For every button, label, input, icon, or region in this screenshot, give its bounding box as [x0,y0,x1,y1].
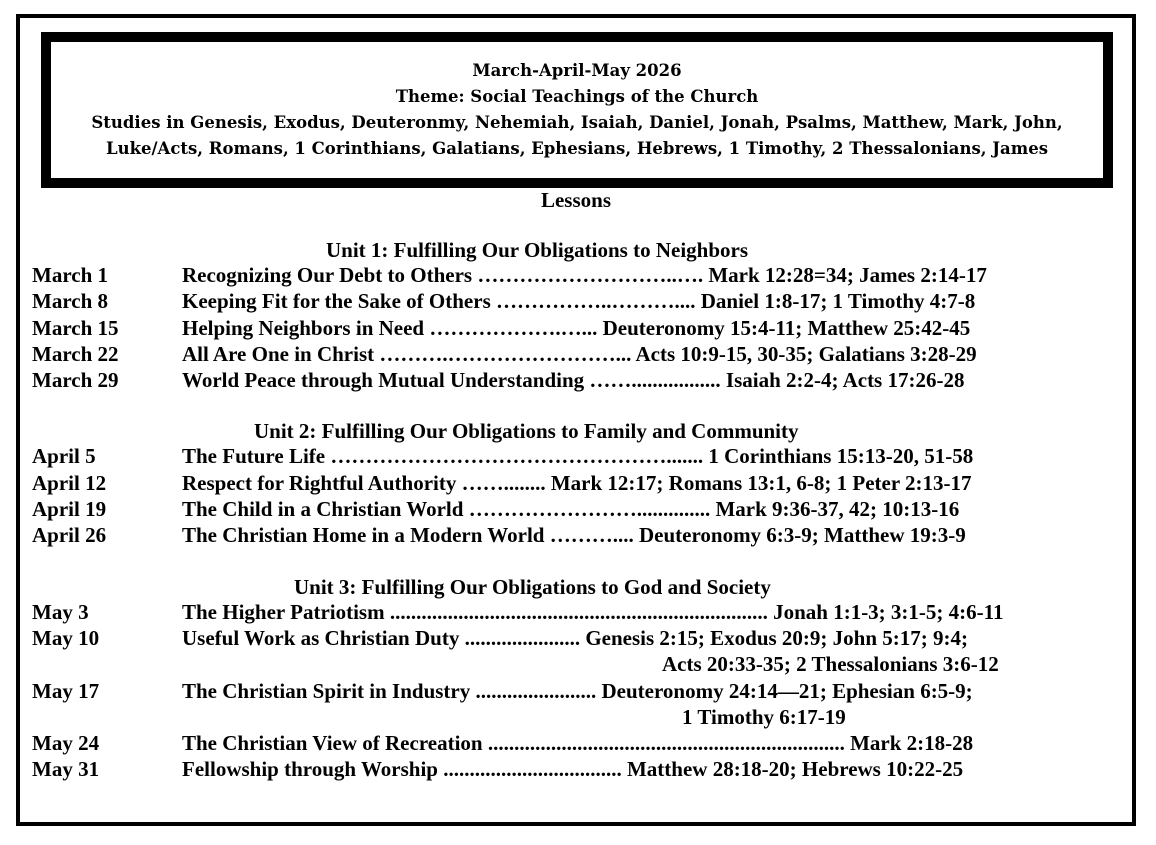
lesson-date: March 8 [32,289,109,314]
header-box [51,42,1103,178]
lesson-row [32,678,1124,731]
page-frame [16,14,1136,826]
lesson-date: March 15 [32,315,119,340]
lesson-title-reference: The Christian View of Recreation .................................................................... Mark 2:18-28 [182,731,974,756]
lesson-title-reference: Respect for Rightful Authority ……........ Mark 12:17; Romans 13:1, 6-8; 1 Peter 2:13-17 [182,470,972,495]
lesson-date: April 12 [32,470,107,495]
lesson-row [32,262,1124,288]
lesson-row [32,367,1124,393]
lesson-date: April 26 [32,523,107,548]
header-banner [41,32,1113,188]
lesson-title-reference: Keeping Fit for the Sake of Others ……………..……….... Daniel 1:8-17; 1 Timothy 4:7-8 [182,289,976,314]
lesson-date: March 29 [32,368,119,393]
lessons-list [32,238,1124,783]
lesson-date: May 31 [32,757,100,782]
unit-2-heading: Unit 2: Fulfilling Our Obligations to Family and Community [254,419,799,444]
lesson-row [32,315,1124,341]
lesson-row [32,470,1124,496]
lesson-row [32,341,1124,367]
lesson-title-reference: Useful Work as Christian Duty ...................... Genesis 2:15; Exodus 20:9; John 5:17; 9:4; [182,625,968,650]
header-studies-line-1: Studies in Genesis, Exodus, Deuteronmy, Nehemiah, Isaiah, Daniel, Jonah, Psalms, Matthew, Mark, John, [91,113,1063,132]
lesson-title-reference: Fellowship through Worship .................................. Matthew 28:18-20; Hebrews 10:22-25 [182,757,964,782]
lesson-date: March 22 [32,341,119,366]
lesson-row [32,522,1124,548]
lesson-date: May 3 [32,599,89,624]
lesson-title-reference: Helping Neighbors in Need ……………….…... Deuteronomy 15:4-11; Matthew 25:42-45 [182,315,971,340]
lesson-title-reference: All Are One in Christ ……….……………………... Acts 10:9-15, 30-35; Galatians 3:28-29 [182,341,977,366]
lesson-date: May 17 [32,678,100,703]
header-theme: Theme: Social Teachings of the Church [395,87,759,106]
lesson-title-reference: Recognizing Our Debt to Others ………………………..…. Mark 12:28=34; James 2:14-17 [182,263,987,287]
header-studies-line-2: Luke/Acts, Romans, 1 Corinthians, Galatians, Ephesians, Hebrews, 1 Timothy, 2 Thessalonians, James [105,139,1048,158]
lesson-date: April 19 [32,497,107,522]
lesson-row [32,288,1124,314]
lesson-date: May 24 [32,731,100,756]
lesson-title-reference: World Peace through Mutual Understanding ……................. Isaiah 2:2-4; Acts 17:26-28 [182,368,965,393]
lesson-row [32,625,1124,678]
lesson-title-reference: The Child in a Christian World …………………….............. Mark 9:36-37, 42; 10:13-16 [182,497,960,522]
lesson-row [32,496,1124,522]
lesson-date: May 10 [32,625,100,650]
lesson-date: April 5 [32,444,96,469]
lesson-reference-continued: 1 Timothy 6:17-19 [682,704,846,729]
spacer [32,393,1124,419]
lesson-reference-continued: Acts 20:33-35; 2 Thessalonians 3:6-12 [662,652,999,677]
lesson-title-reference: The Christian Spirit in Industry ....................... Deuteronomy 24:14—21; Ephesian 6:5-9; [182,678,973,703]
lesson-title-reference: The Future Life …………………………………………....... 1 Corinthians 15:13-20, 51-58 [182,444,974,469]
unit-1-heading: Unit 1: Fulfilling Our Obligations to Neighbors [326,238,748,262]
spacer [32,549,1124,575]
header-dates: March-April-May 2026 [472,61,682,80]
lesson-row [32,599,1124,625]
lesson-row [32,730,1124,756]
lessons-heading: Lessons [540,188,612,212]
lesson-row [32,443,1124,469]
unit-3-heading: Unit 3: Fulfilling Our Obligations to God and Society [294,574,771,599]
lesson-title-reference: The Higher Patriotism ........................................................................ Jonah 1:1-3; 3:1-5; 4:6-11 [182,599,1004,624]
lesson-row [32,756,1124,782]
lesson-date: March 1 [32,263,109,287]
lesson-title-reference: The Christian Home in a Modern World ……….... Deuteronomy 6:3-9; Matthew 19:3-9 [182,523,966,548]
